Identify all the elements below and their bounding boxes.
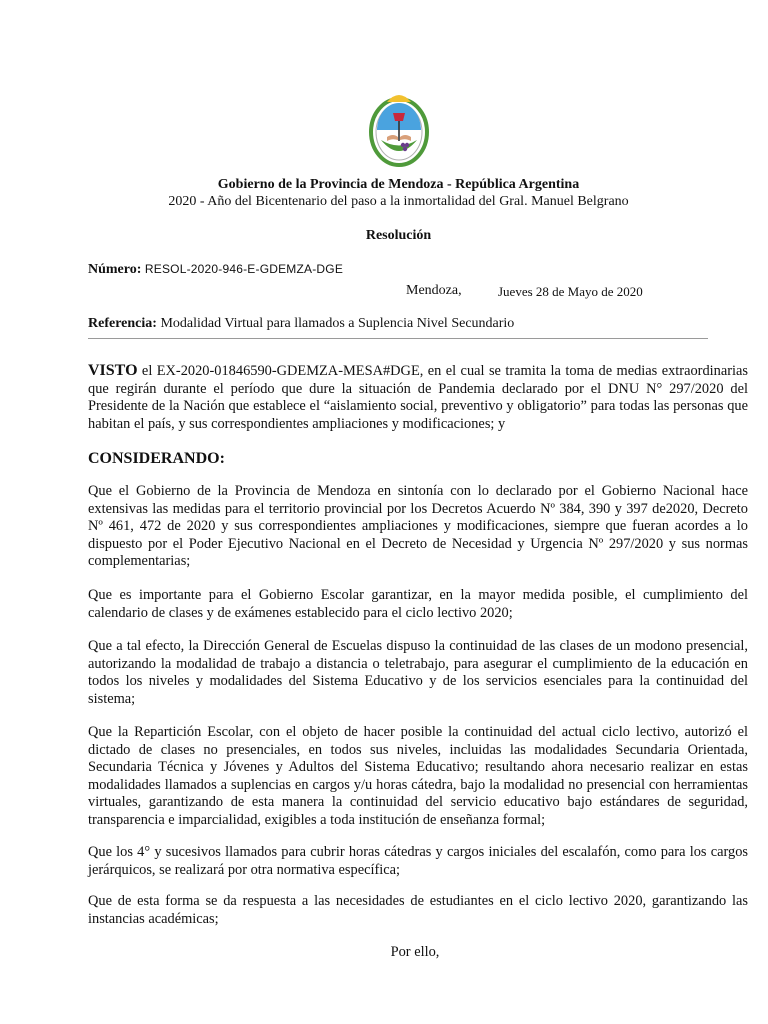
considerando-paragraph-4: Que la Repartición Escolar, con el objeto de hacer posible la continuidad del actual ciclo lectivo, autorizó el dictado de clases no presenciales, en todos sus niveles, incluidas las modalidades Secundaria Orientada, Secundaria Técnica y Jóvenes y Adultos del Sistema Educativo; resultando ahora necesario realizar en estas modalidades llamados a suplencias en cargos y/u horas cátedra, bajo la modalidad no presencial con herramientas virtuales, garantizando de esta manera la continuidad del servicio educativo bajo estándares de seguridad, transparencia e imparcialidad, exigibles a toda institución de enseñanza formal; [88,724,748,828]
header-divider [88,338,708,339]
considerando-paragraph-3: Que a tal efecto, la Dirección General de Escuelas dispuso la continuidad de las clases de un modono presencial, autorizando la modalidad de trabajo a distancia o teletrabajo, para asegurar el cumplimiento de la educación en todos los niveles y modalidades del Sistema Educativo y de los servicios esenciales para la continuidad del sistema; [88,638,748,707]
considerando-paragraph-2: Que es importante para el Gobierno Escolar garantizar, en la mayor medida posible, el cumplimiento del calendario de clases y de exámenes establecido para el ciclo lectivo 2020; [88,587,748,621]
document-date: Jueves 28 de Mayo de 2020 [498,284,643,299]
considerando-paragraph-1: Que el Gobierno de la Provincia de Mendoza en sintonía con lo declarado por el Gobierno Nacional hace extensivas las medidas para el territorio provincial por los Decretos Acuerdo Nº 384, 390 y 397 de2020, Decreto Nº 461, 472 de 2020 y sus correspondientes ampliaciones y modificaciones, siempre que fueran acordes a lo dispuesto por el Poder Ejecutivo Nacional en el Decreto de Necesidad y Urgencia Nº 297/2020 y sus normas complementarias; [88,483,748,569]
closing-phrase: Por ello, [390,944,440,960]
visto-paragraph [88,362,748,433]
reference-value: Modalidad Virtual para llamados a Suplencia Nivel Secundario [160,316,515,331]
resolution-number-label: Número: [88,262,142,277]
document-type-title: Resolución [365,228,432,243]
considerando-heading: CONSIDERANDO: [88,450,225,467]
considerando-paragraph-5: Que los 4° y sucesivos llamados para cubrir horas cátedras y cargos iniciales del escalafón, como para los cargos jerárquicos, se realizará por otra normativa específica; [88,844,748,878]
provincial-coat-of-arms-icon [369,85,429,167]
government-header-title: Gobierno de la Provincia de Mendoza - República Argentina [217,177,580,192]
visto-lead: VISTO [88,362,138,379]
reference-line [88,316,514,332]
considerando-paragraph-6: Que de esta forma se da respuesta a las necesidades de estudiantes en el ciclo lectivo 2020, garantizando las instancias académicas; [88,893,748,927]
document-place: Mendoza, [406,283,462,298]
resolution-number-value: RESOL-2020-946-E-GDEMZA-DGE [144,262,344,276]
government-header-subtitle: 2020 - Año del Bicentenario del paso a la inmortalidad del Gral. Manuel Belgrano [168,194,629,209]
reference-label: Referencia: [88,316,157,331]
resolution-number [88,262,343,278]
visto-text: el EX-2020-01846590-GDEMZA-MESA#DGE, en el cual se tramita la toma de medias extraordinarias que regirán durante el período que dure la situación de Pandemia declarado por el DNU N° 297/2020 del Presidente de la Nación que establece el “aislamiento social, preventivo y obligatorio” para todas las personas que habitan el país, y sus correspondientes ampliaciones y modificaciones; y [88,363,748,432]
